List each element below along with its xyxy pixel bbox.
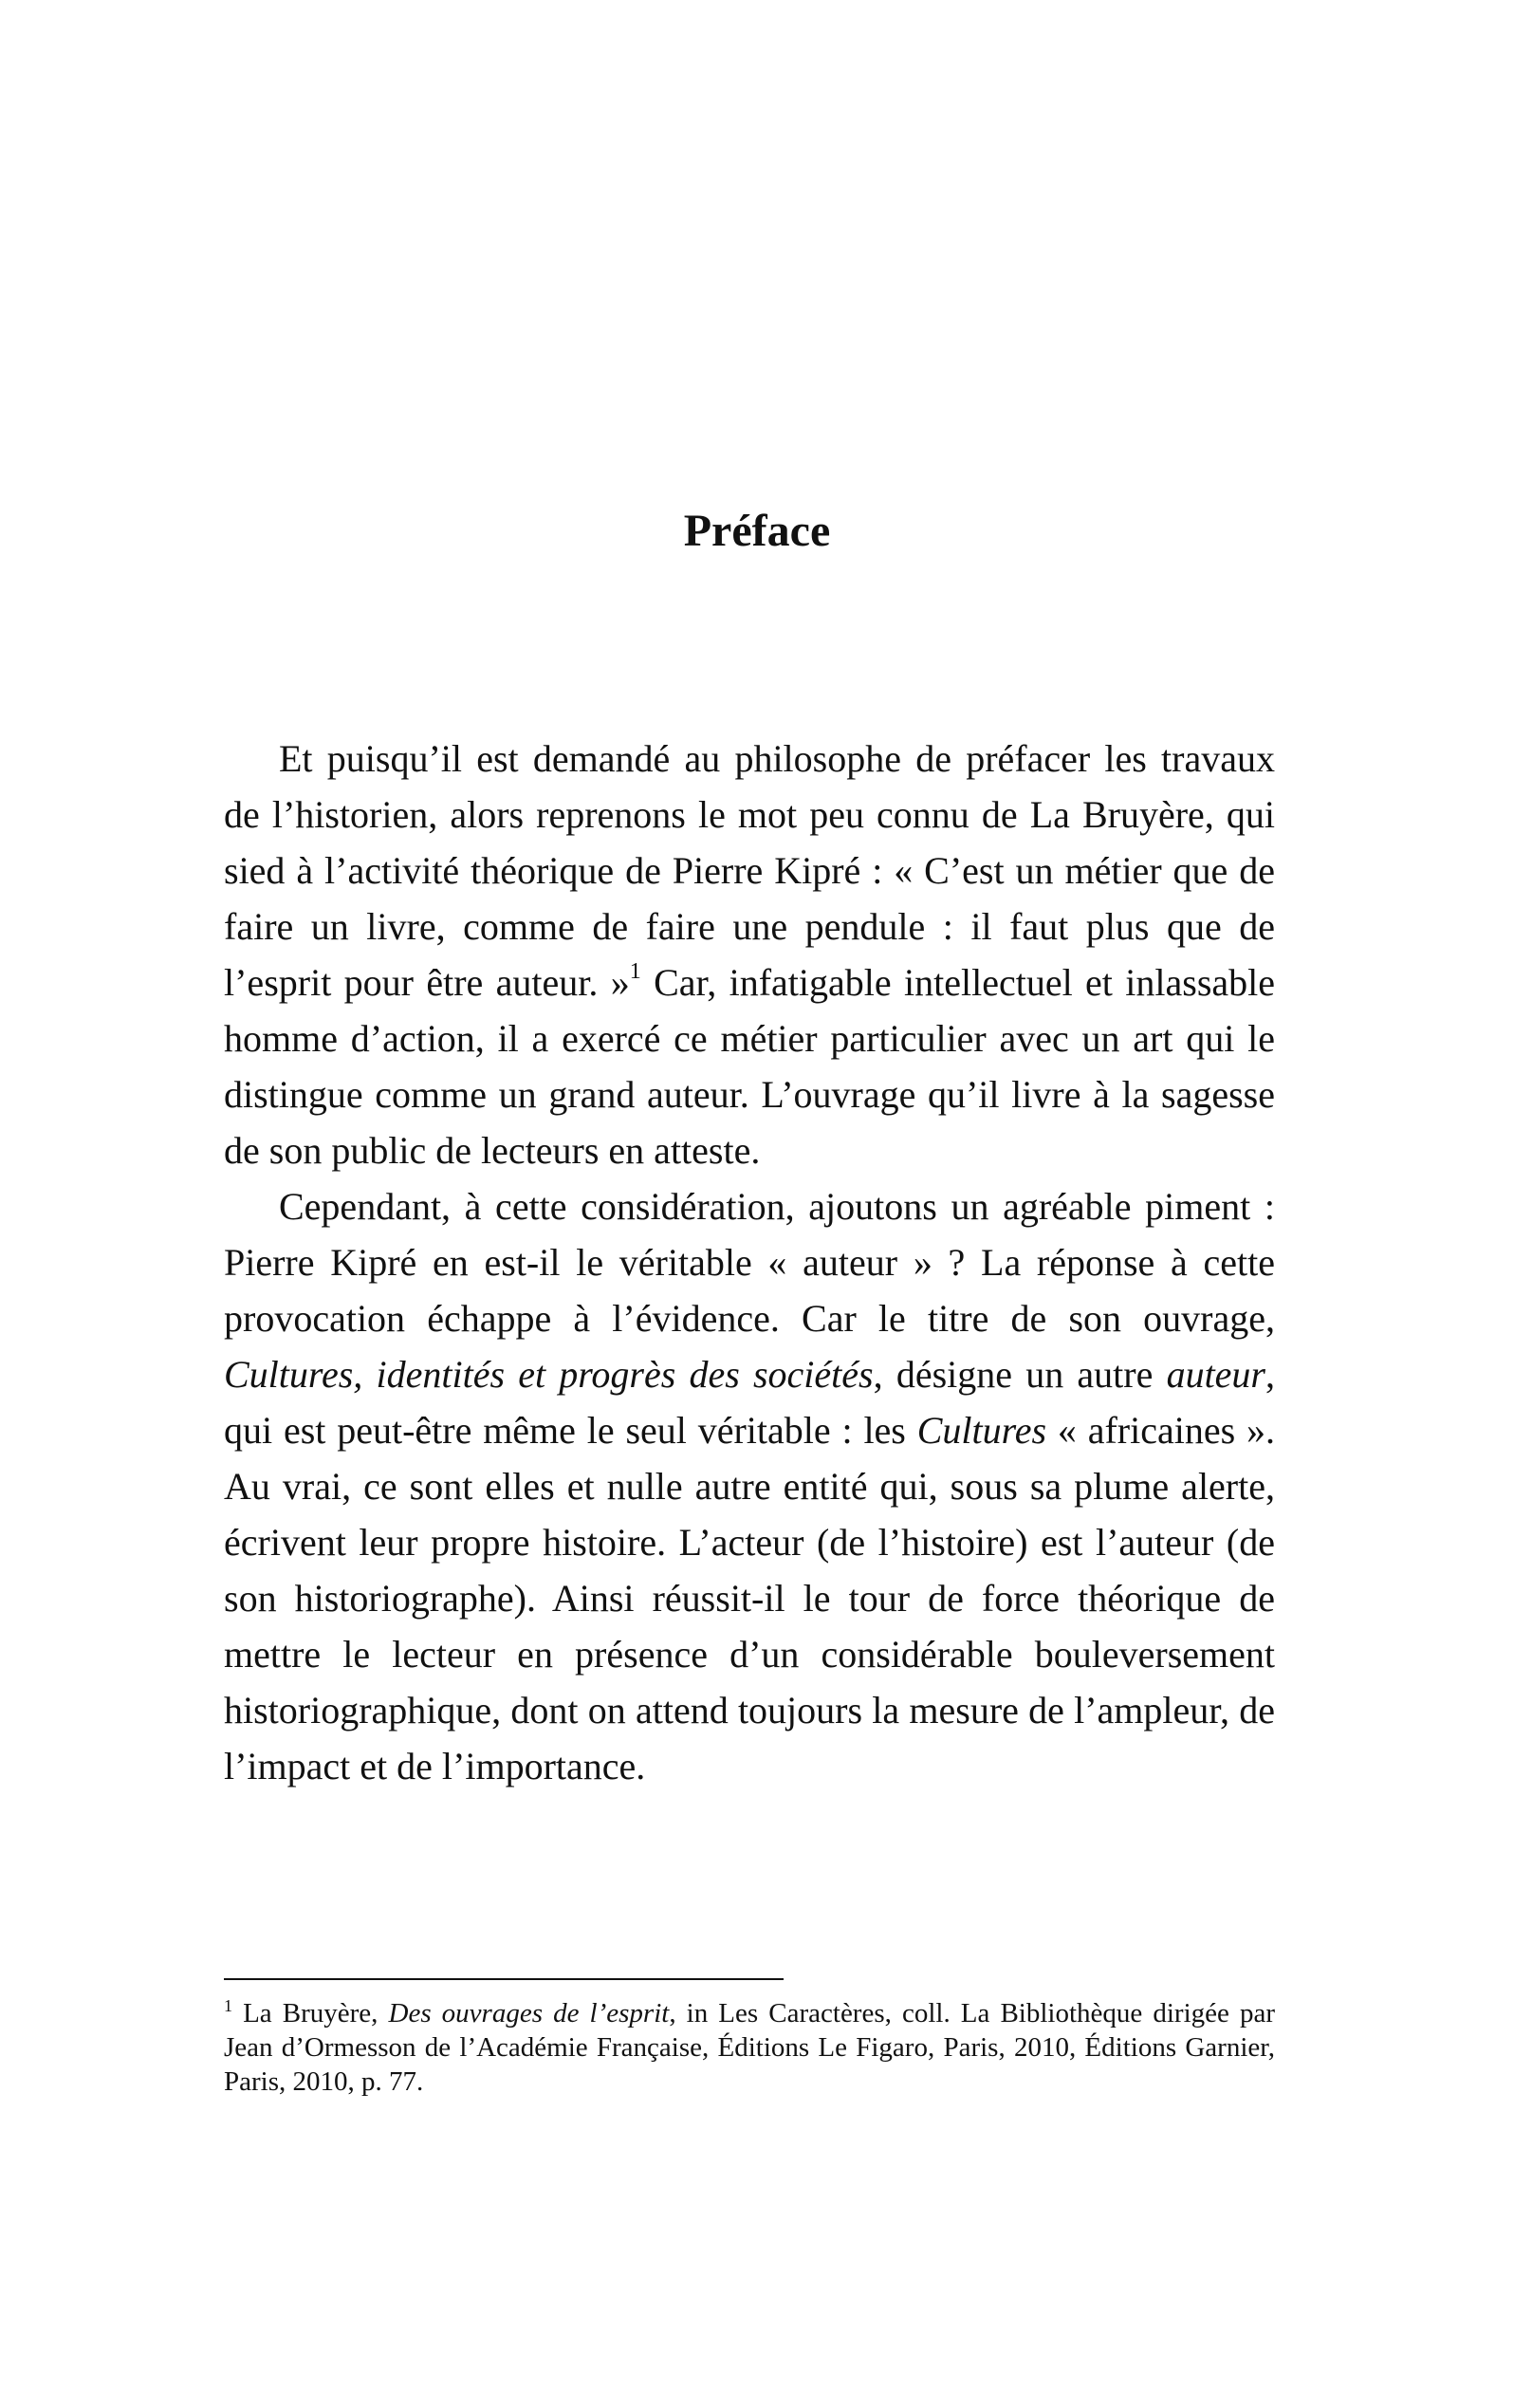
paragraph-1-text-b: Car, infatigable intellectuel et inlassable homme d’action, il a exercé ce métier particulier avec un art qui le distingue comme un grand auteur. L’ouvrage qu’il livre à la sagesse de son public de lecteurs en atteste. — [224, 961, 1276, 1172]
footnote — [224, 1996, 1275, 2099]
paragraph-1-text-a: Et puisqu’il est demandé au philosophe de préfacer les travaux de l’historien, alors reprenons le mot peu connu de La Bruyère, qui sied à l’activité théorique de Pierre Kipré : « C’est un métier que de faire un livre, comme de faire une pendule : il faut plus que de l’esprit pour être auteur. » — [224, 737, 1275, 1004]
paragraph-2-text-b: , désigne un autre — [873, 1353, 1167, 1396]
paragraph-2-text-a: Cependant, à cette considération, ajoutons un agréable piment : Pierre Kipré en est-il le véritable « auteur » ? La réponse à cette provocation échappe à l’évidence. Car le titre de son ouvrage, — [224, 1185, 1275, 1340]
footnote-number: 1 — [224, 1996, 232, 2016]
footnote-reference: 1 — [629, 959, 641, 984]
cultures-italic: Cultures — [916, 1409, 1047, 1452]
paragraph-2-text-d: « africaines ». Au vrai, ce sont elles et nulle autre entité qui, sous sa plume alerte, écrivent leur propre histoire. L’acteur (de l’histoire) est l’auteur (de son historiographe). Ainsi réussit-il le tour de force théorique de mettre le lecteur en présence d’un considérable bouleversement historiographique, dont on attend toujours la mesure de l’ampleur, de l’impact et de l’importance. — [224, 1409, 1275, 1787]
paragraph-2 — [224, 1178, 1275, 1794]
paragraph-2-text-c: , qui est peut-être même le seul véritable : les — [224, 1353, 1275, 1452]
auteur-italic: auteur — [1166, 1353, 1265, 1396]
footnote-italic-title: Des ouvrages de l’esprit — [388, 1998, 670, 2028]
body-text — [224, 731, 1275, 1794]
paragraph-1 — [224, 731, 1275, 1178]
footnote-text-b: , in Les Caractères, coll. La Bibliothèque dirigée par Jean d’Ormesson de l’Académie Française, Éditions Le Figaro, Paris, 2010, Éditions Garnier, Paris, 2010, p. 77. — [224, 1998, 1275, 2097]
footnote-divider — [224, 1978, 784, 1980]
page-title: Préface — [683, 506, 831, 556]
book-title-italic: Cultures, identités et progrès des sociétés — [224, 1353, 874, 1396]
footnote-text-a: La Bruyère, — [232, 1998, 389, 2028]
